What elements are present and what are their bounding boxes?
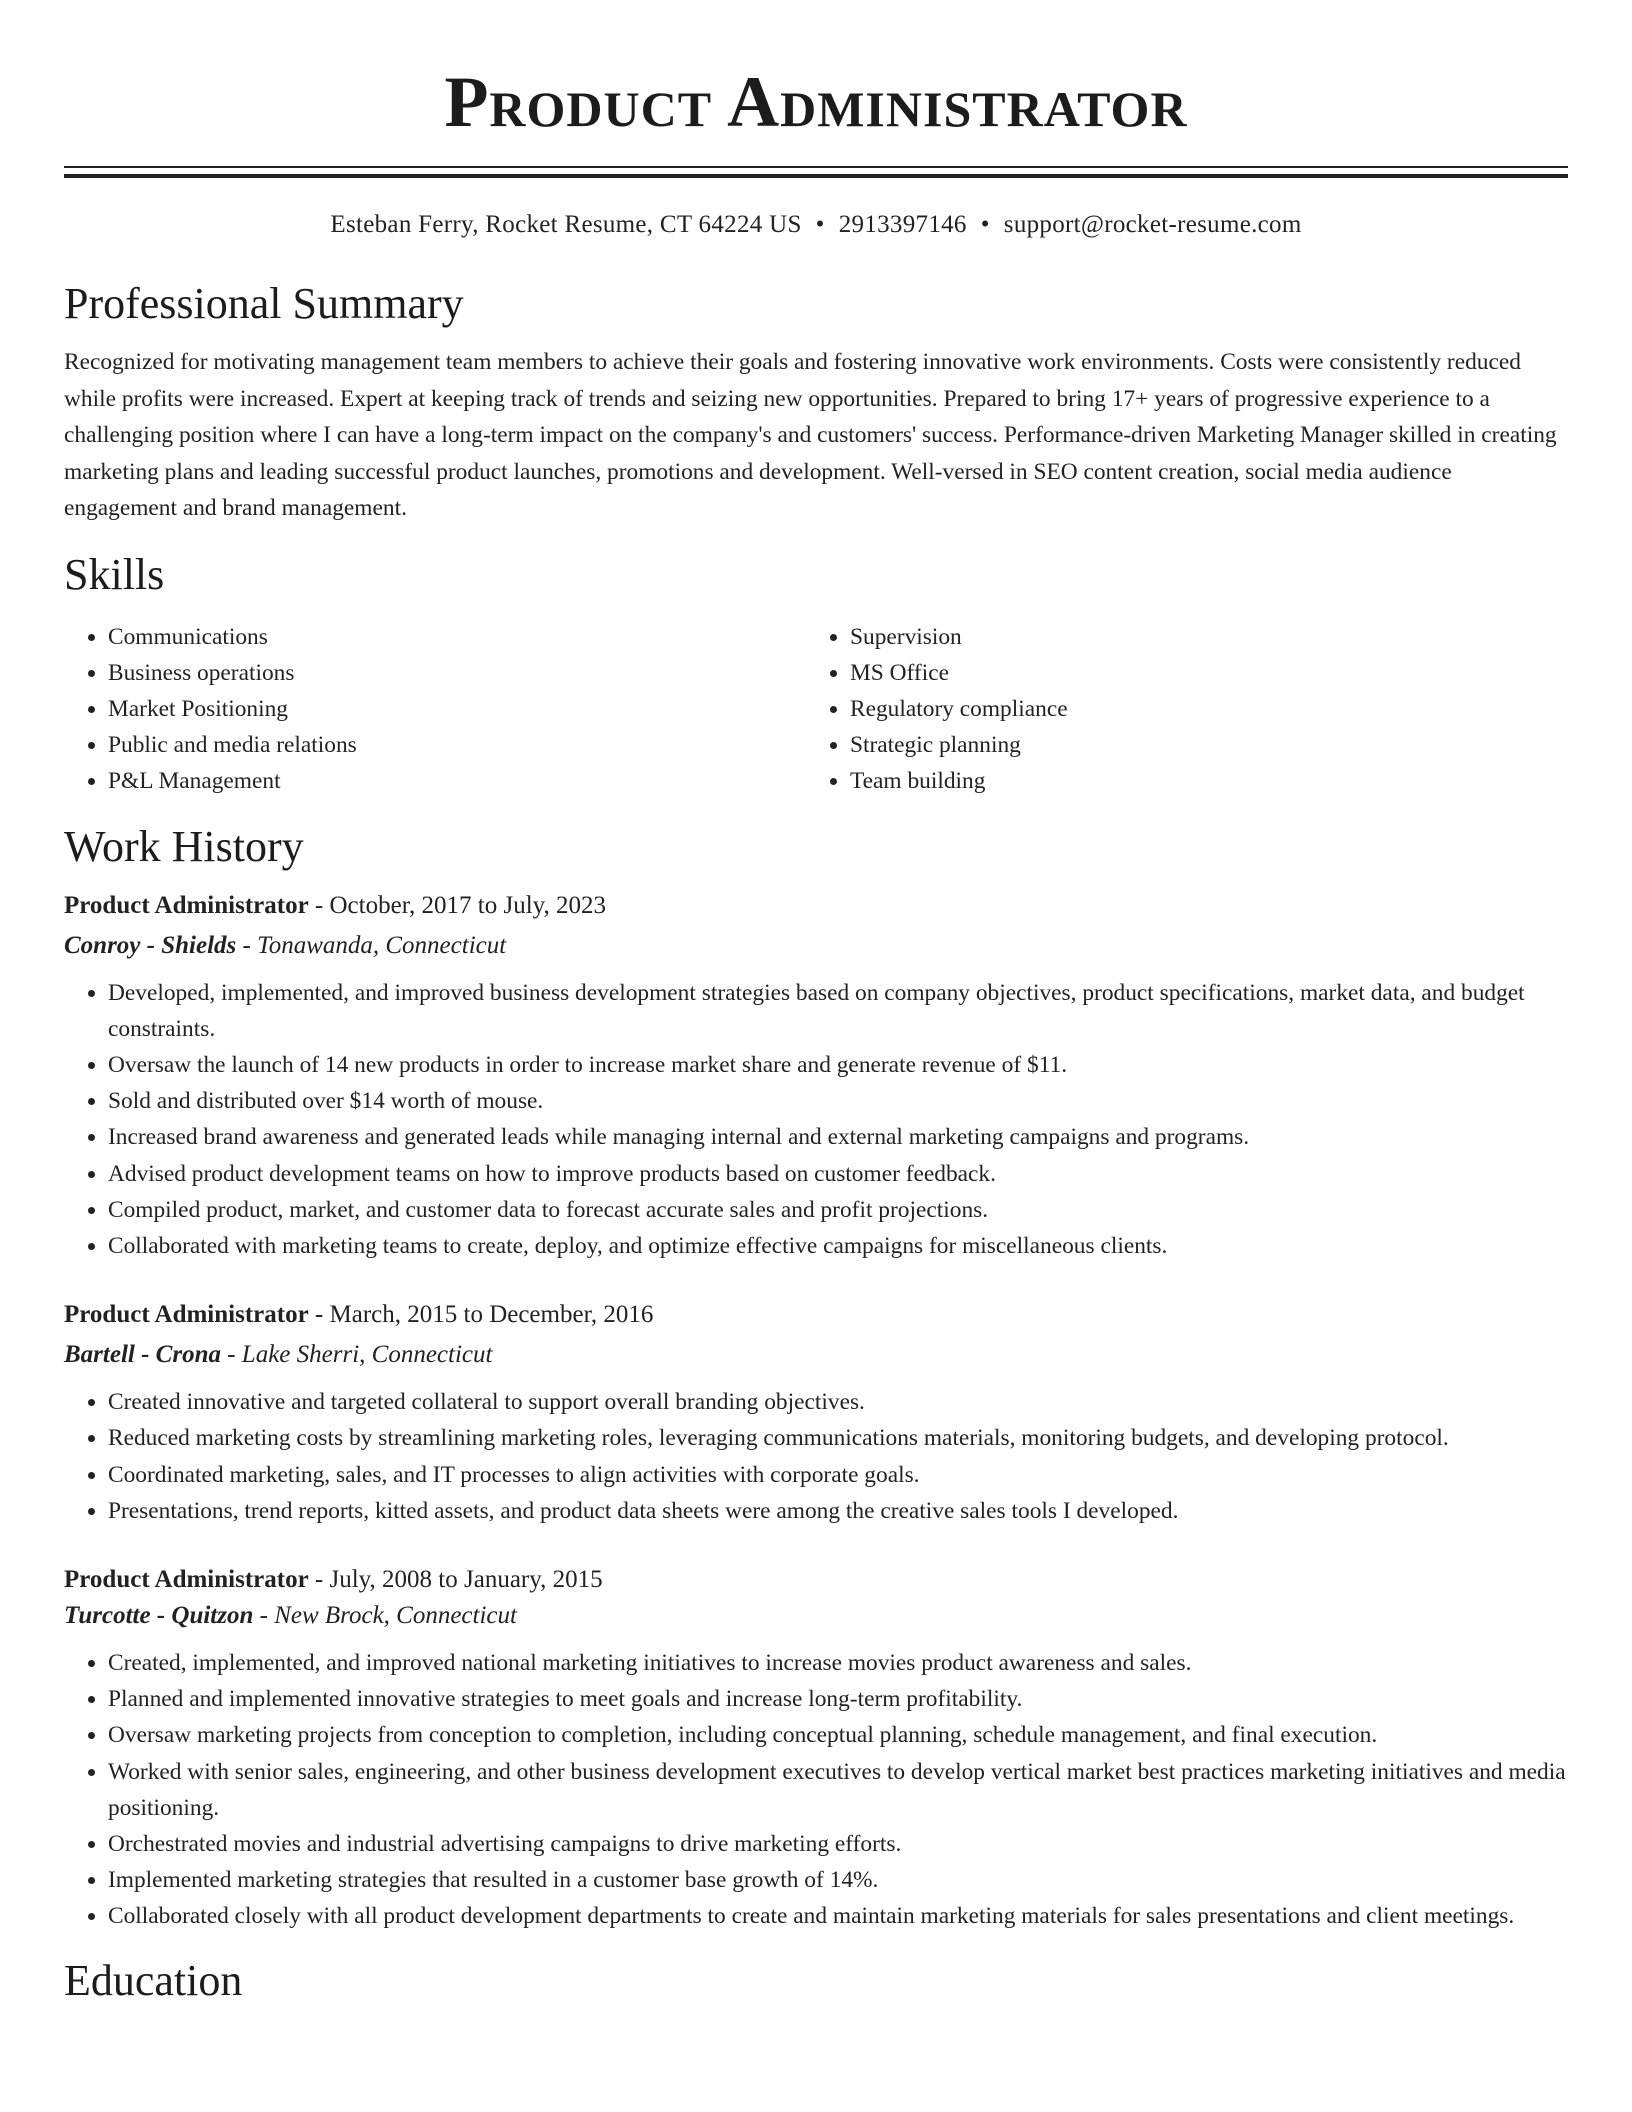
job-bullet: • Created, implemented, and improved national marketing initiatives to increase movies product awareness and sales. bbox=[108, 1645, 1568, 1681]
job-bullet: • Reduced marketing costs by streamlining marketing roles, leveraging communications materials, monitoring budgets, and developing protocol. bbox=[108, 1420, 1568, 1456]
job-bullet: • Advised product development teams on how to improve products based on customer feedback. bbox=[108, 1156, 1568, 1192]
job-entry bbox=[64, 1563, 1568, 1935]
resume-title: Product Administrator bbox=[444, 62, 1188, 142]
contact-phone: 2913397146 bbox=[838, 211, 967, 238]
job-bullet: • Collaborated closely with all product development departments to create and maintain marketing materials for sales presentations and client meetings. bbox=[108, 1898, 1568, 1934]
job-company: Bartell - Crona bbox=[64, 1341, 221, 1369]
job-entry bbox=[64, 1298, 1568, 1529]
job-bullets bbox=[64, 1645, 1568, 1935]
title-divider-thick bbox=[64, 174, 1568, 178]
job-dates: - March, 2015 to December, 2016 bbox=[308, 1301, 654, 1329]
job-title: Product Administrator bbox=[64, 1301, 309, 1329]
job-bullet: • Orchestrated movies and industrial advertising campaigns to drive marketing efforts. bbox=[108, 1826, 1568, 1862]
job-bullets bbox=[64, 975, 1568, 1265]
job-bullets bbox=[64, 1384, 1568, 1529]
skill-item: • P&L Management bbox=[108, 763, 806, 799]
bullet-separator: • bbox=[815, 211, 825, 238]
job-bullet: • Implemented marketing strategies that resulted in a customer base growth of 14%. bbox=[108, 1862, 1568, 1898]
job-company: Conroy - Shields bbox=[64, 931, 237, 959]
job-bullet: • Planned and implemented innovative strategies to meet goals and increase long-term profitability. bbox=[108, 1681, 1568, 1717]
job-location: - Tonawanda, Connecticut bbox=[236, 931, 507, 959]
summary-heading: Professional Summary bbox=[64, 279, 464, 328]
job-location: - Lake Sherri, Connecticut bbox=[220, 1341, 493, 1369]
job-bullet: • Compiled product, market, and customer data to forecast accurate sales and profit projections. bbox=[108, 1192, 1568, 1228]
job-bullet: • Oversaw marketing projects from conception to completion, including conceptual planning, schedule management, and final execution. bbox=[108, 1717, 1568, 1753]
job-entry bbox=[64, 889, 1568, 1265]
job-bullet: • Coordinated marketing, sales, and IT processes to align activities with corporate goals. bbox=[108, 1457, 1568, 1493]
work-history-heading: Work History bbox=[64, 821, 304, 871]
job-bullet: • Sold and distributed over $14 worth of mouse. bbox=[108, 1083, 1568, 1119]
contact-email: support@rocket-resume.com bbox=[1003, 211, 1302, 238]
job-header bbox=[64, 889, 1568, 923]
title-divider-thin bbox=[64, 166, 1568, 168]
skills-column-left bbox=[64, 619, 806, 799]
skill-item: • Business operations bbox=[108, 655, 806, 691]
job-employer bbox=[64, 1338, 1568, 1372]
job-location: - New Brock, Connecticut bbox=[253, 1601, 517, 1629]
job-bullet: • Oversaw the launch of 14 new products in order to increase market share and generate revenue of $11. bbox=[108, 1047, 1568, 1083]
skill-item: • Communications bbox=[108, 619, 806, 655]
skills-column-right bbox=[806, 619, 1548, 799]
job-bullet: • Presentations, trend reports, kitted assets, and product data sheets were among the creative sales tools I developed. bbox=[108, 1493, 1568, 1529]
job-bullet: • Created innovative and targeted collateral to support overall branding objectives. bbox=[108, 1384, 1568, 1420]
skill-item: • Market Positioning bbox=[108, 691, 806, 727]
bullet-separator: • bbox=[980, 211, 990, 238]
skills-heading: Skills bbox=[64, 549, 165, 599]
job-header bbox=[64, 1298, 1568, 1332]
job-bullet: • Developed, implemented, and improved business development strategies based on company objectives, product specifications, market data, and budget constraints. bbox=[108, 975, 1568, 1047]
job-title: Product Administrator bbox=[64, 891, 309, 919]
job-dates: - October, 2017 to July, 2023 bbox=[308, 891, 607, 919]
job-employer bbox=[64, 929, 1568, 963]
skill-item: • Strategic planning bbox=[850, 727, 1548, 763]
skill-item: • Supervision bbox=[850, 619, 1548, 655]
job-header bbox=[64, 1563, 1568, 1597]
contact-address: Esteban Ferry, Rocket Resume, CT 64224 US bbox=[330, 211, 802, 238]
job-bullet: • Collaborated with marketing teams to create, deploy, and optimize effective campaigns for miscellaneous clients. bbox=[108, 1228, 1568, 1264]
skill-item: • MS Office bbox=[850, 655, 1548, 691]
skill-item: • Team building bbox=[850, 763, 1548, 799]
job-employer bbox=[64, 1599, 1568, 1633]
skill-item: • Regulatory compliance bbox=[850, 691, 1548, 727]
skills-list bbox=[64, 619, 1568, 799]
job-company: Turcotte - Quitzon bbox=[64, 1601, 254, 1629]
job-bullet: • Worked with senior sales, engineering, and other business development executives to develop vertical market best practices marketing initiatives and media positioning. bbox=[108, 1754, 1568, 1826]
education-heading: Education bbox=[64, 1955, 243, 2005]
contact-line bbox=[64, 210, 1568, 240]
job-bullet: • Increased brand awareness and generated leads while managing internal and external marketing campaigns and programs. bbox=[108, 1119, 1568, 1155]
job-dates: - July, 2008 to January, 2015 bbox=[308, 1565, 603, 1593]
skill-item: • Public and media relations bbox=[108, 727, 806, 763]
summary-text: Recognized for motivating management team members to achieve their goals and fostering innovative work environments. Costs were consistently reduced while profits were increased. Expert at keeping track of trends and seizing new opportunities. Prepared to bring 17+ years of progressive experience to a challenging position where I can have a long-term impact on the company's and customers' success. Performance-driven Marketing Manager skilled in creating marketing plans and leading successful product launches, promotions and development. Well-versed in SEO content creation, social media audience engagement and brand management. bbox=[64, 349, 1557, 521]
job-title: Product Administrator bbox=[64, 1565, 309, 1593]
